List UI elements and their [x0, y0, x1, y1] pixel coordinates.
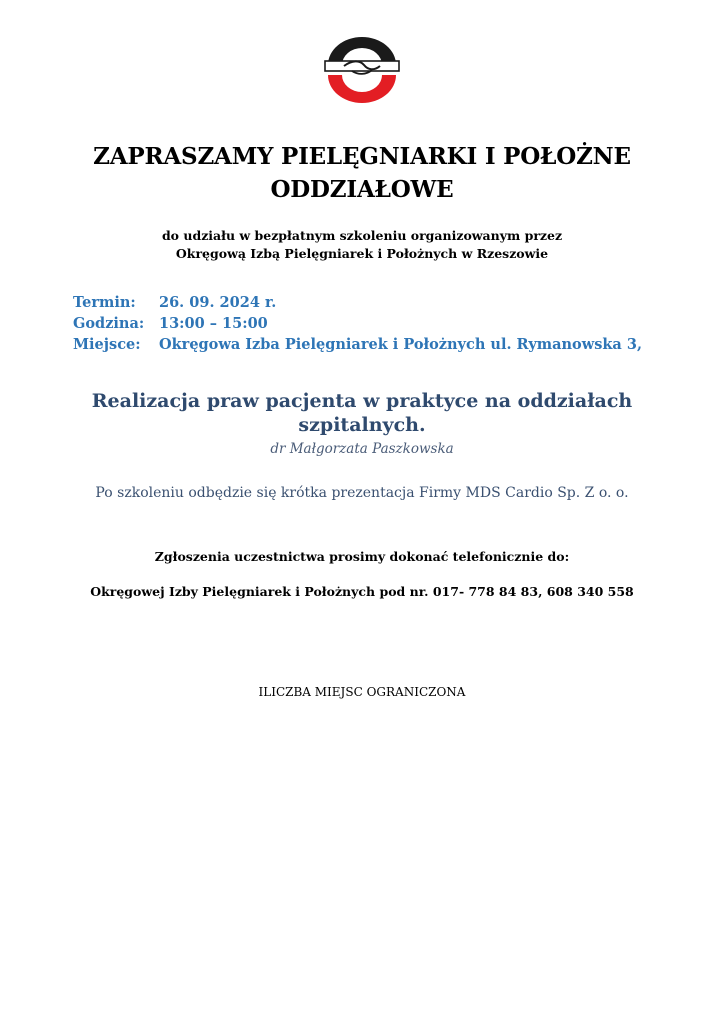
intro-line-1: do udziału w bezpłatnym szkoleniu organizowanym przez	[161, 228, 563, 243]
contact-info: Okręgowej Izby Pielęgniarek i Położnych pod nr. 017- 778 84 83, 608 340 558	[90, 584, 634, 599]
detail-row-date	[73, 292, 642, 313]
event-details	[73, 292, 642, 355]
intro-line-2: Okręgową Izbą Pielęgniarek i Położnych w Rzeszowie	[175, 246, 549, 261]
handshake-logo-icon	[322, 37, 402, 103]
page-title	[60, 140, 664, 206]
detail-row-time	[73, 313, 642, 334]
lecture-title-line-2: szpitalnych.	[298, 414, 426, 436]
intro-text	[60, 227, 664, 263]
detail-row-place	[73, 334, 642, 355]
presentation-note: Po szkoleniu odbędzie się krótka prezentacja Firmy MDS Cardio Sp. Z o. o.	[95, 485, 629, 501]
detail-label-time: Godzina:	[73, 315, 145, 332]
detail-value-date: 26. 09. 2024 r.	[159, 294, 277, 311]
title-line-1: ZAPRASZAMY PIELĘGNIARKI I POŁOŻNE	[93, 143, 631, 170]
detail-value-place: Okręgowa Izba Pielęgniarek i Położnych ul. Rymanowska 3,	[159, 336, 642, 353]
lecture-speaker: dr Małgorzata Paszkowska	[270, 441, 454, 457]
lecture-title	[60, 389, 664, 437]
limited-seats-note: ILICZBA MIEJSC OGRANICZONA	[258, 685, 466, 699]
detail-value-time: 13:00 – 15:00	[159, 315, 268, 332]
title-line-2: ODDZIAŁOWE	[270, 176, 454, 203]
detail-label-place: Miejsce:	[73, 336, 141, 353]
lecture-title-line-1: Realizacja praw pacjenta w praktyce na oddziałach	[91, 390, 633, 412]
registration-note: Zgłoszenia uczestnictwa prosimy dokonać telefonicznie do:	[154, 549, 570, 564]
detail-label-date: Termin:	[73, 294, 136, 311]
